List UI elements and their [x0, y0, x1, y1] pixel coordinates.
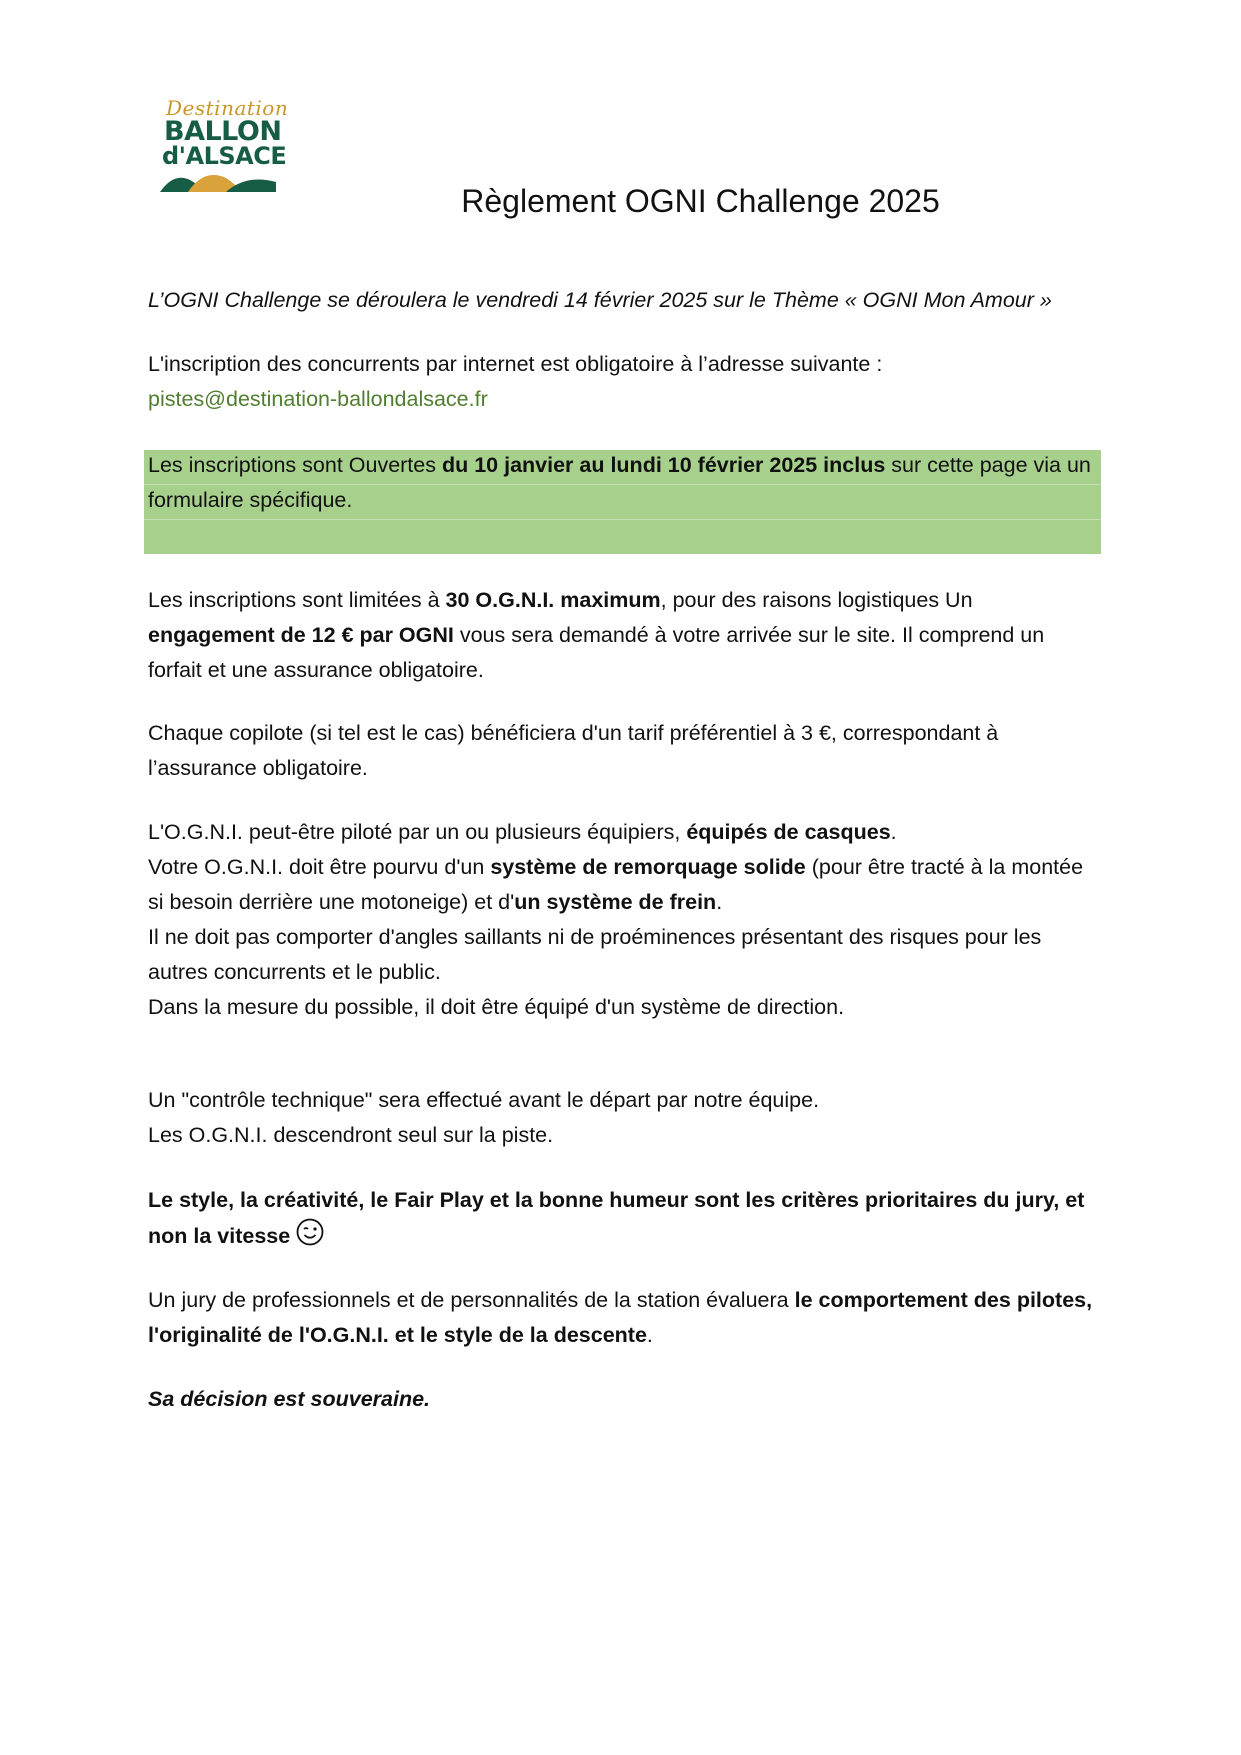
- control-paragraph: [148, 1083, 1098, 1153]
- decision-paragraph: Sa décision est souveraine.: [148, 1387, 431, 1411]
- rules-paragraph: [148, 815, 1098, 1025]
- inscription-paragraph: [148, 347, 1098, 417]
- highlight-part-2: sur cette page via un formulaire spécifique.: [148, 453, 1091, 512]
- rule-1b: équipés de casques: [686, 820, 891, 844]
- logo-line-1: Destination: [166, 96, 289, 120]
- style-text: Le style, la créativité, le Fair Play et la bonne humeur sont les critères prioritaires du jury, et non la vitesse: [148, 1188, 1085, 1249]
- rule-2c: (pour être tracté à la montée si besoin derrière une motoneige) et d': [148, 855, 1084, 914]
- rule-1c: .: [890, 820, 897, 844]
- jury-c: .: [646, 1323, 653, 1347]
- intro-paragraph: L’OGNI Challenge se déroulera le vendredi 14 février 2025 sur le Thème « OGNI Mon Amour »: [148, 288, 1052, 312]
- limits-paragraph: [148, 583, 1098, 688]
- control-line-2: Les O.G.N.I. descendront seul sur la piste.: [148, 1123, 554, 1147]
- rule-2e: .: [716, 890, 723, 914]
- limits-e: vous sera demandé à votre arrivée sur le site. Il comprend un forfait et une assurance obligatoire.: [148, 623, 1045, 682]
- destination-ballon-alsace-logo: [160, 96, 289, 196]
- email-link[interactable]: pistes@destination-ballondalsace.fr: [148, 387, 488, 411]
- highlight-dates: du 10 janvier au lundi 10 février 2025 inclus: [441, 453, 886, 477]
- rule-1a: L'O.G.N.I. peut-être piloté par un ou plusieurs équipiers,: [148, 820, 687, 844]
- copilot-paragraph: Chaque copilote (si tel est le cas) bénéficiera d'un tarif préférentiel à 3 €, correspondant à l’assurance obligatoire.: [148, 721, 999, 780]
- limits-d: engagement de 12 € par OGNI: [148, 623, 454, 647]
- winking-face-icon: [296, 1218, 324, 1257]
- logo-line-2: BALLON: [164, 116, 282, 147]
- logo-line-3: d'ALSACE: [162, 142, 287, 170]
- style-paragraph: [148, 1183, 1098, 1257]
- highlight-divider: [144, 519, 1101, 520]
- rule-3: Il ne doit pas comporter d'angles saillants ni de proéminences présentant des risques pour les autres concurrents et le public.: [148, 925, 1042, 984]
- inscription-text: L'inscription des concurrents par internet est obligatoire à l’adresse suivante :: [148, 352, 883, 376]
- jury-b: le comportement des pilotes, l'originalité de l'O.G.N.I. et le style de la descente: [148, 1288, 1093, 1347]
- limits-a: Les inscriptions sont limitées à: [148, 588, 446, 612]
- highlight-part-1: Les inscriptions sont Ouvertes: [148, 453, 442, 477]
- control-line-1: Un "contrôle technique" sera effectué avant le départ par notre équipe.: [148, 1088, 820, 1112]
- rule-2a: Votre O.G.N.I. doit être pourvu d'un: [148, 855, 491, 879]
- page-title: Règlement OGNI Challenge 2025: [461, 183, 940, 219]
- limits-b: 30 O.G.N.I. maximum: [445, 588, 661, 612]
- rule-2d: un système de frein: [514, 890, 717, 914]
- rule-4: Dans la mesure du possible, il doit être équipé d'un système de direction.: [148, 995, 845, 1019]
- rule-2b: système de remorquage solide: [490, 855, 806, 879]
- limits-c: , pour des raisons logistiques Un: [660, 588, 973, 612]
- jury-paragraph: [148, 1283, 1098, 1353]
- jury-a: Un jury de professionnels et de personnalités de la station évaluera: [148, 1288, 795, 1312]
- highlight-text: [148, 448, 1098, 518]
